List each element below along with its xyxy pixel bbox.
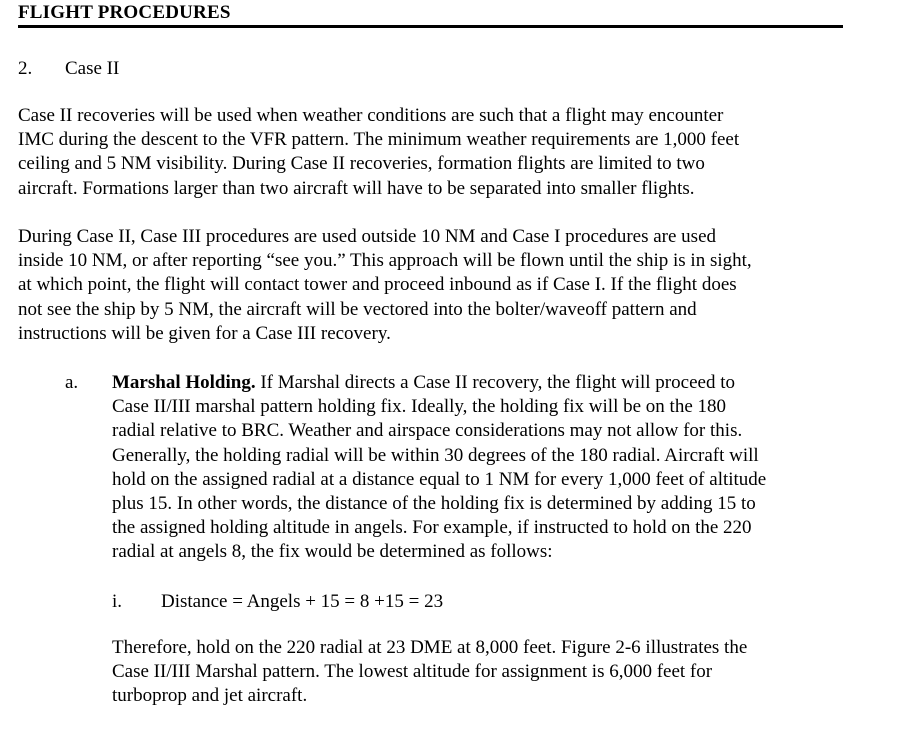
text-line: Case II/III Marshal pattern. The lowest altitude for assignment is 6,000 feet for (112, 661, 713, 683)
subsection-heading: Marshal Holding. (112, 372, 256, 393)
section-title: Case II (65, 58, 120, 79)
text-line: radial relative to BRC. Weather and airspace considerations may not allow for this. (112, 420, 743, 442)
text-line: IMC during the descent to the VFR pattern. The minimum weather requirements are 1,000 feet (18, 129, 740, 151)
text-line: turboprop and jet aircraft. (112, 685, 308, 707)
text-line (112, 371, 852, 395)
text-line: hold on the assigned radial at a distance equal to 1 NM for every 1,000 feet of altitude (112, 468, 767, 490)
text-line: plus 15. In other words, the distance of the holding fix is determined by adding 15 to (112, 493, 756, 515)
distance-formula: Distance = Angels + 15 = 8 +15 = 23 (161, 591, 444, 612)
text-line: not see the ship by 5 NM, the aircraft will be vectored into the bolter/waveoff pattern and (18, 298, 697, 320)
section-number: 2. (18, 58, 33, 79)
paragraph-case-ii-intro (18, 104, 848, 201)
text-line: the assigned holding altitude in angels. For example, if instructed to hold on the 220 (112, 517, 752, 539)
paragraph-marshal-holding (112, 371, 852, 565)
text-line: inside 10 NM, or after reporting “see you.” This approach will be flown until the ship is in sight, (18, 250, 752, 272)
header-divider (18, 25, 843, 28)
text-line: Case II/III marshal pattern holding fix. Ideally, the holding fix will be on the 180 (112, 396, 727, 418)
text-line: Therefore, hold on the 220 radial at 23 DME at 8,000 feet. Figure 2-6 illustrates the (112, 637, 748, 658)
section-heading (18, 57, 119, 81)
text-line: at which point, the flight will contact tower and proceed inbound as if Case I. If the flight does (18, 274, 737, 296)
text-line: ceiling and 5 NM visibility. During Case II recoveries, formation flights are limited to two (18, 153, 705, 175)
subsection-first-line: If Marshal directs a Case II recovery, the flight will proceed to (255, 372, 735, 393)
paragraph-marshal-conclusion (112, 636, 852, 709)
text-line: radial at angels 8, the fix would be determined as follows: (112, 541, 553, 563)
subsection-label: a. (65, 372, 79, 393)
text-line: aircraft. Formations larger than two aircraft will have to be separated into smaller flights. (18, 177, 695, 199)
paragraph-case-ii-procedures (18, 225, 848, 346)
list-item-label: i. (112, 591, 123, 612)
text-line: Generally, the holding radial will be within 30 degrees of the 180 radial. Aircraft will (112, 444, 759, 466)
text-line: instructions will be given for a Case III recovery. (18, 322, 391, 344)
text-line: Case II recoveries will be used when weather conditions are such that a flight may encounter (18, 105, 724, 126)
text-line: During Case II, Case III procedures are used outside 10 NM and Case I procedures are used (18, 226, 717, 247)
page-header-title: FLIGHT PROCEDURES (18, 2, 231, 23)
